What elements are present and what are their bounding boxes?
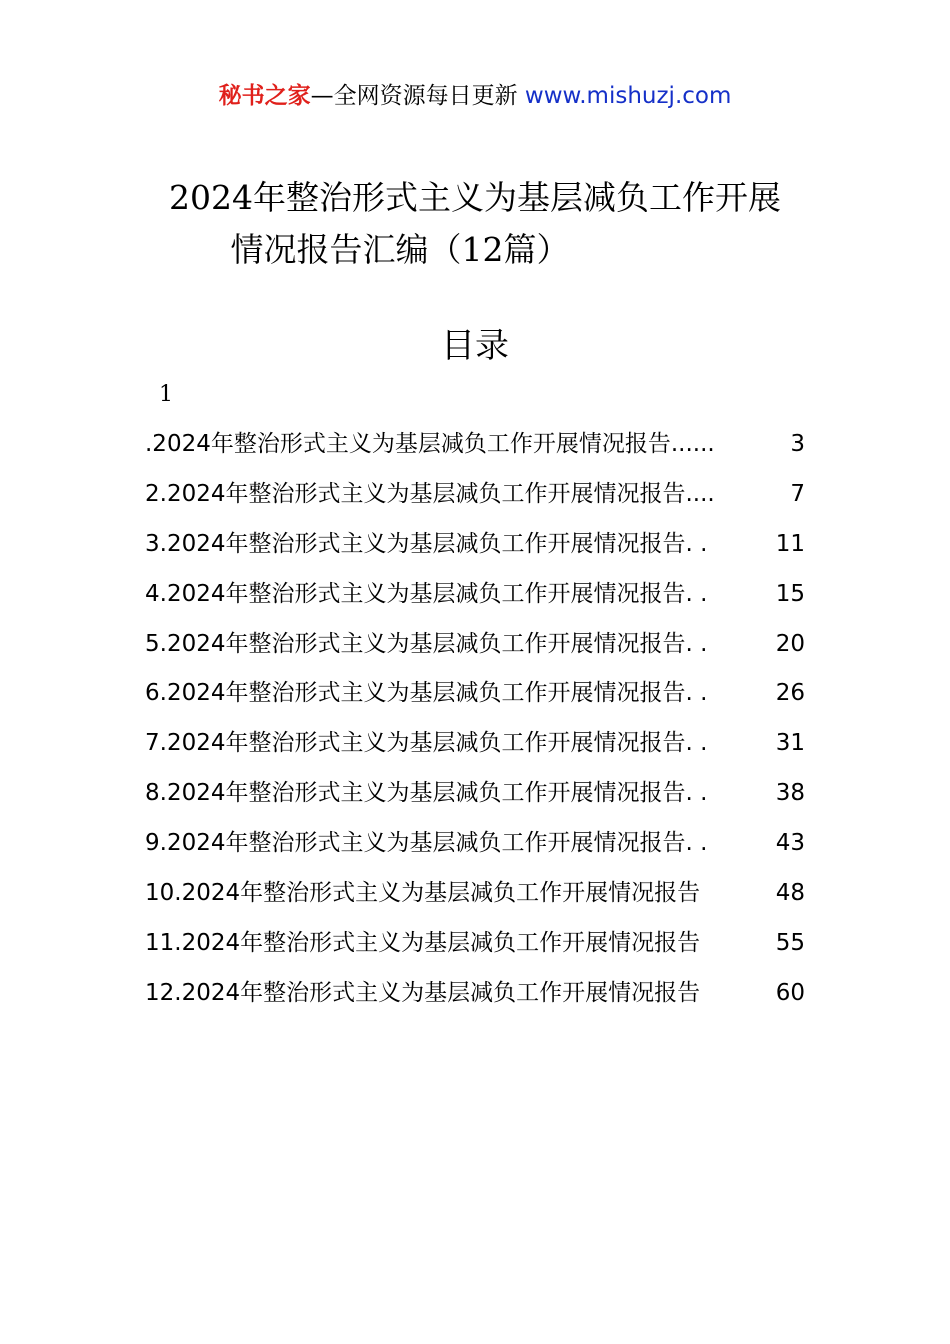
toc-entry[interactable] [145,724,805,774]
toc-entry-page: 26 [775,680,805,707]
toc-entry-page: 48 [775,880,805,907]
site-brand: 秘书之家 [218,83,311,109]
toc-entry-page: 11 [775,530,805,557]
toc-entry[interactable] [145,575,805,625]
toc-heading: 目录 [441,326,509,366]
toc-entry[interactable] [145,625,805,675]
toc-entry[interactable] [145,774,805,824]
toc-entry-title: 4.2024年整治形式主义为基层减负工作开展情况报告. . [145,580,708,607]
toc-entry-page: 7 [790,480,805,507]
toc-entry[interactable] [145,874,805,924]
toc-entry[interactable] [145,425,805,475]
toc-entry-page: 31 [775,730,805,757]
toc-entry-title: 5.2024年整治形式主义为基层减负工作开展情况报告. . [145,630,708,657]
toc-entry[interactable] [145,824,805,874]
toc-entry-title: 6.2024年整治形式主义为基层减负工作开展情况报告. . [145,680,708,707]
document-title-line-2: 情况报告汇编（12篇） [230,230,570,269]
toc-entry-title: 9.2024年整治形式主义为基层减负工作开展情况报告. . [145,830,708,857]
toc-entry-title: .2024年整治形式主义为基层减负工作开展情况报告...... [145,431,715,457]
toc-entry[interactable] [145,924,805,974]
toc-entry-page: 43 [775,830,805,857]
toc-entry-page: 20 [775,630,805,657]
table-of-contents [145,425,805,1024]
toc-stray-number: 1 [159,382,173,407]
toc-entry-title: 11.2024年整治形式主义为基层减负工作开展情况报告 [145,929,701,956]
site-url-link[interactable]: www.mishuzj.com [524,83,732,109]
toc-entry[interactable] [145,974,805,1024]
toc-entry-page: 3 [790,431,805,457]
toc-entry-title: 3.2024年整治形式主义为基层减负工作开展情况报告. . [145,530,708,557]
document-title-line-1: 2024年整治形式主义为基层减负工作开展 [169,178,781,217]
toc-entry-title: 10.2024年整治形式主义为基层减负工作开展情况报告 [145,880,701,907]
site-header [0,80,950,112]
toc-entry[interactable] [145,475,805,525]
document-title [0,172,950,276]
toc-entry-title: 2.2024年整治形式主义为基层减负工作开展情况报告.... [145,480,715,507]
toc-entry-title: 12.2024年整治形式主义为基层减负工作开展情况报告 [145,979,701,1006]
toc-entry-page: 15 [775,580,805,607]
toc-entry[interactable] [145,674,805,724]
toc-entry[interactable] [145,525,805,575]
toc-entry-page: 38 [775,780,805,807]
toc-entry-page: 55 [775,929,805,956]
toc-entry-page: 60 [775,979,805,1006]
site-tagline: —全网资源每日更新 [310,83,525,109]
toc-entry-title: 7.2024年整治形式主义为基层减负工作开展情况报告. . [145,730,708,757]
toc-entry-title: 8.2024年整治形式主义为基层减负工作开展情况报告. . [145,780,708,807]
